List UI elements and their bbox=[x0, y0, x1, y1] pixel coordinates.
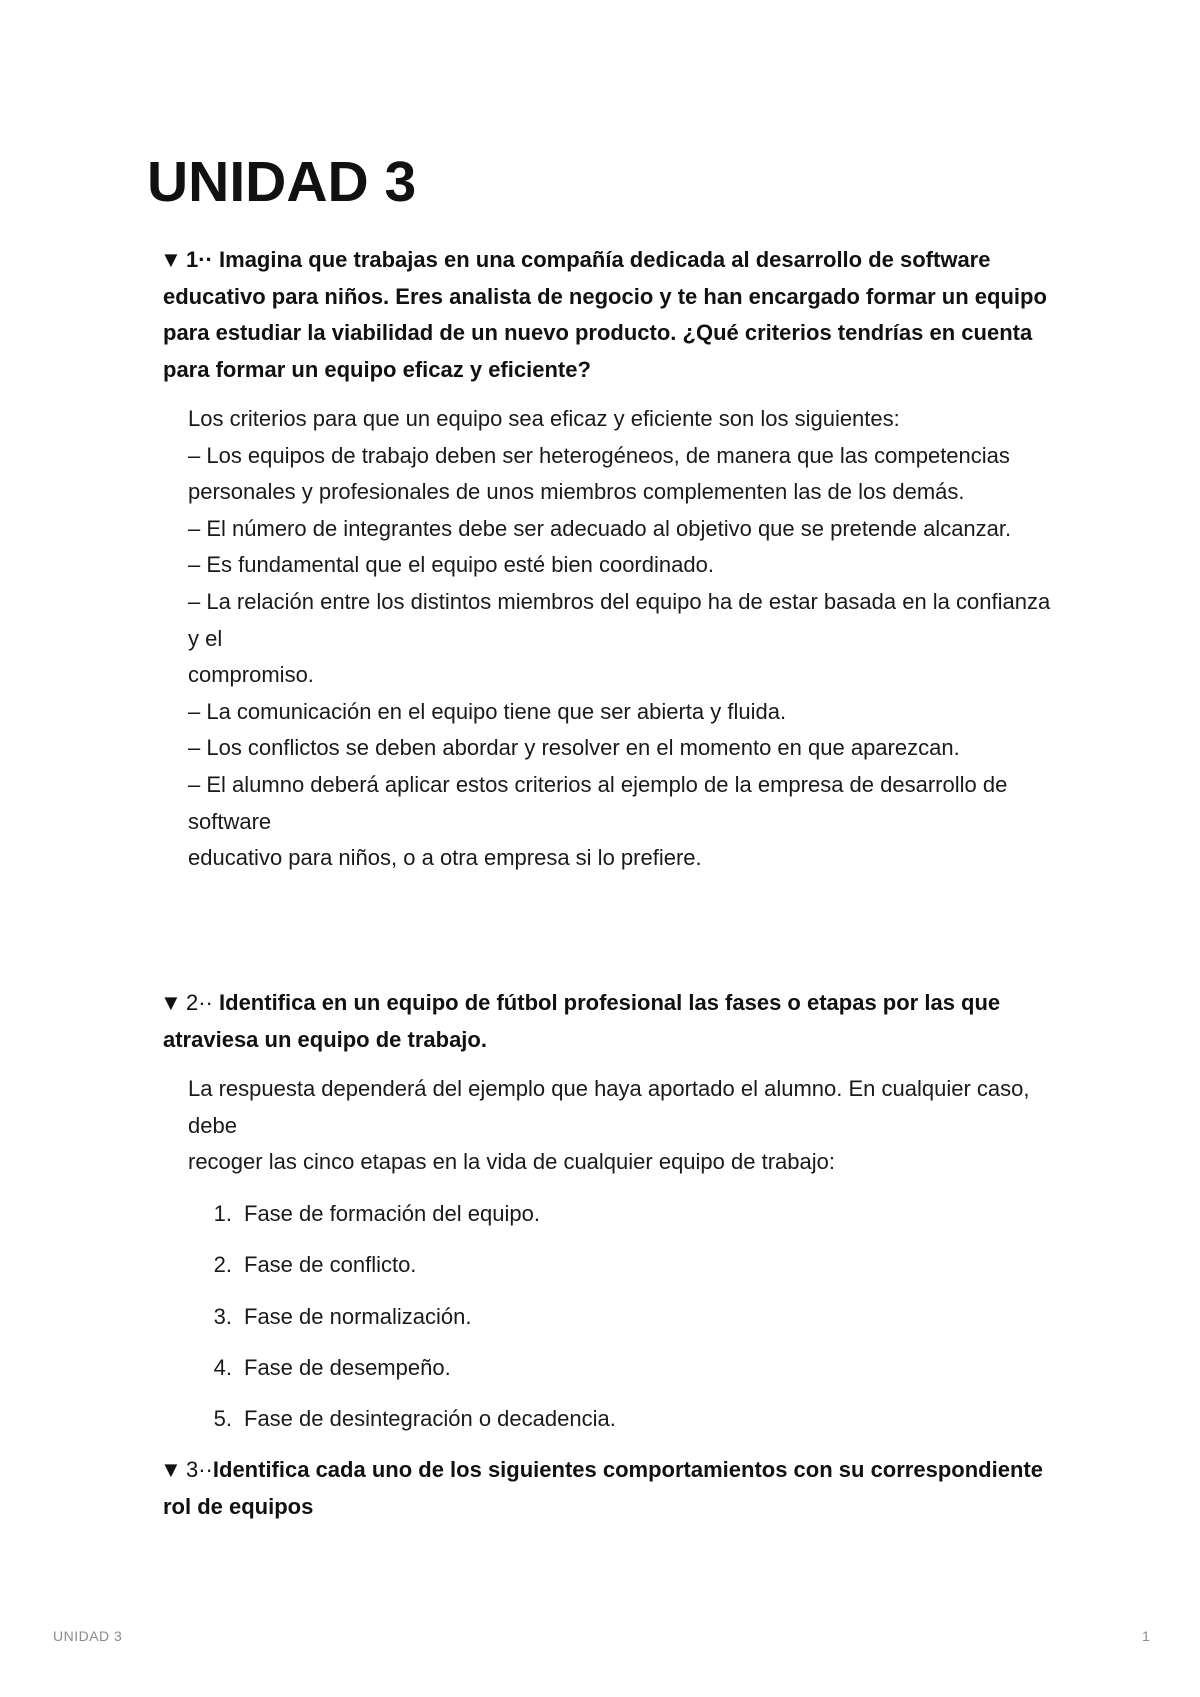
list-item bbox=[200, 1247, 1060, 1283]
list-number: 2. bbox=[213, 1252, 232, 1278]
toggle-triangle-icon[interactable]: ▼ bbox=[160, 990, 182, 1015]
list-number: 4. bbox=[213, 1354, 232, 1380]
toggle-block-3 bbox=[160, 1452, 1060, 1525]
toggle-triangle-icon[interactable]: ▼ bbox=[160, 247, 182, 272]
list-item-text: Fase de desintegración o decadencia. bbox=[244, 1406, 616, 1432]
list-item bbox=[200, 1299, 1060, 1335]
question-text: Identifica cada uno de los siguientes comportamientos con su correspondiente rol de equipos bbox=[163, 1457, 1043, 1519]
answer-line: – Es fundamental que el equipo esté bien coordinado. bbox=[188, 552, 714, 578]
answer-line: – Los equipos de trabajo deben ser heterogéneos, de manera que las competencias personales y profesionales de unos miembros complementen las de los demás. bbox=[188, 442, 1010, 505]
question-number: 3·· bbox=[186, 1457, 213, 1482]
toggle-heading-2[interactable] bbox=[160, 985, 1060, 1058]
toggle-heading-1[interactable] bbox=[160, 242, 1060, 388]
answer-line: educativo para niños, o a otra empresa si lo prefiere. bbox=[188, 845, 702, 871]
question-number: 1·· bbox=[186, 247, 213, 272]
answer-line: – La comunicación en el equipo tiene que ser abierta y fluida. bbox=[188, 698, 787, 724]
toggle-block-2 bbox=[160, 985, 1060, 1453]
answer-body-2 bbox=[188, 1071, 1060, 1437]
list-item-text: Fase de formación del equipo. bbox=[244, 1200, 540, 1226]
answer-line: Los criterios para que un equipo sea eficaz y eficiente son los siguientes: bbox=[188, 406, 900, 431]
page-number: 1 bbox=[1142, 1628, 1151, 1644]
list-number: 3. bbox=[213, 1303, 232, 1329]
list-item bbox=[200, 1401, 1060, 1437]
list-number: 1. bbox=[213, 1200, 232, 1226]
list-number: 5. bbox=[213, 1406, 232, 1432]
footer-label: UNIDAD 3 bbox=[53, 1628, 123, 1644]
list-item bbox=[200, 1196, 1060, 1232]
page-title: UNIDAD 3 bbox=[147, 150, 417, 214]
answer-line: recoger las cinco etapas en la vida de cualquier equipo de trabajo: bbox=[188, 1149, 835, 1175]
answer-line: – Los conflictos se deben abordar y resolver en el momento en que aparezcan. bbox=[188, 735, 960, 761]
list-item-text: Fase de conflicto. bbox=[244, 1252, 417, 1278]
list-item-text: Fase de desempeño. bbox=[244, 1354, 451, 1380]
phase-list bbox=[188, 1196, 1060, 1438]
answer-line: – La relación entre los distintos miembros del equipo ha de estar basada en la confianza y el bbox=[188, 588, 1051, 651]
answer-line: La respuesta dependerá del ejemplo que haya aportado el alumno. En cualquier caso, debe bbox=[188, 1076, 1030, 1138]
question-text: Identifica en un equipo de fútbol profesional las fases o etapas por las que atraviesa un equipo de trabajo. bbox=[163, 990, 1001, 1052]
toggle-block-1 bbox=[160, 242, 1060, 877]
toggle-triangle-icon[interactable]: ▼ bbox=[160, 1457, 182, 1482]
list-item bbox=[200, 1350, 1060, 1386]
answer-line: – El alumno deberá aplicar estos criterios al ejemplo de la empresa de desarrollo de software bbox=[188, 771, 1008, 834]
list-item-text: Fase de normalización. bbox=[244, 1303, 472, 1329]
question-number: 2·· bbox=[186, 990, 213, 1015]
answer-line: – El número de integrantes debe ser adecuado al objetivo que se pretende alcanzar. bbox=[188, 515, 1012, 541]
toggle-heading-3[interactable] bbox=[160, 1452, 1060, 1525]
answer-body-1 bbox=[188, 401, 1060, 877]
question-text: Imagina que trabajas en una compañía dedicada al desarrollo de software educativo para niños. Eres analista de negocio y te han encargado formar un equipo para estudiar la viabilidad de un nuevo producto. ¿Qué criterios tendrías en cuenta para formar un equipo eficaz y eficiente? bbox=[163, 247, 1047, 382]
answer-line: compromiso. bbox=[188, 662, 314, 688]
